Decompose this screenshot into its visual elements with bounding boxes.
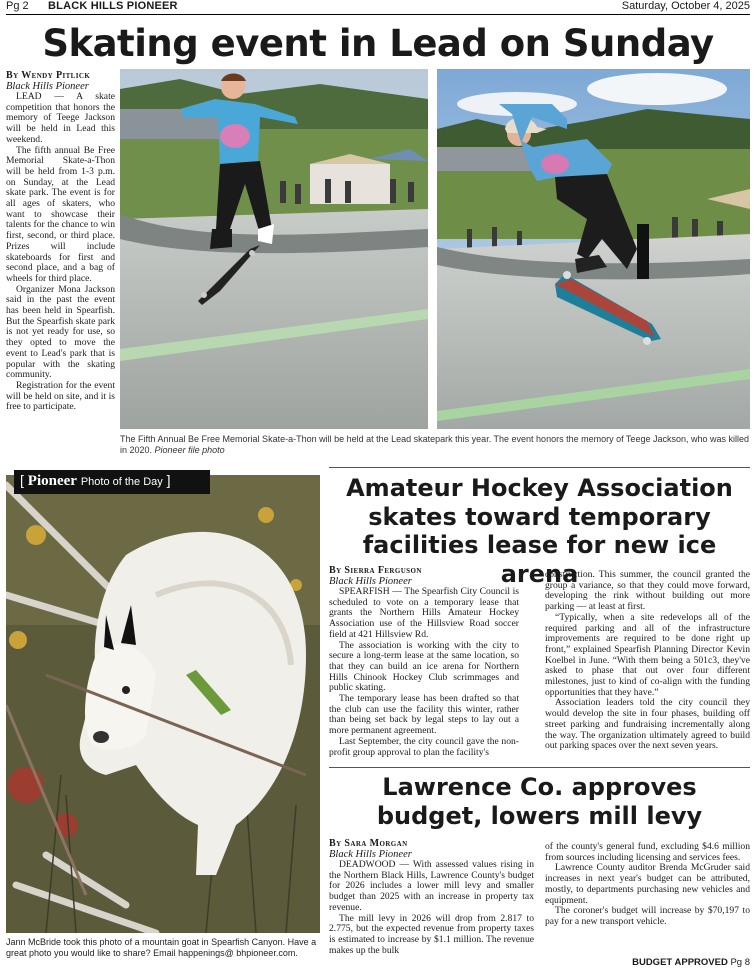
- paragraph: “Typically, when a site redevelops all of the required parking and all of the infrastructure improvements are required to be done right up front,” explained Spearfish Planning Director Kevin Koelbel in June. “With them being a 501c3, they've asked to phase that out over four different milestones, just to kind of co-align with the funding opportunities that they have.”: [545, 611, 750, 698]
- article-budget-col1: [329, 838, 534, 956]
- jump-line[interactable]: [632, 957, 750, 968]
- headline-budget: Lawrence Co. approves budget, lowers mill levy: [376, 773, 703, 830]
- byline-source: Black Hills Pioneer: [6, 81, 89, 92]
- byline-source: Black Hills Pioneer: [329, 576, 412, 587]
- article-budget-col2: [545, 842, 750, 928]
- skater-photo-right: [437, 69, 750, 429]
- byline: By Sara Morgan: [329, 838, 408, 849]
- article-body: [6, 92, 115, 413]
- section-rule: [329, 767, 750, 768]
- jump-page: Pg 8: [730, 957, 750, 968]
- paragraph: Registration for the event will be held on site, and it is free to participate.: [6, 379, 115, 413]
- publication-name: BLACK HILLS PIONEER: [48, 0, 178, 12]
- photo-caption-skating: [120, 434, 750, 456]
- mountain-goat-photo: [6, 475, 320, 933]
- paragraph: construction. This summer, the council granted the group a variance, so that they could move forward, developing the rink without building out more parking — at least at first.: [545, 569, 750, 613]
- headline-skating: Skating event in Lead on Sunday: [42, 22, 714, 65]
- byline: By Wendy Pitlick: [6, 70, 91, 81]
- article-hockey-col2: [545, 570, 750, 752]
- paragraph: SPEARFISH — The Spearfish City Council is scheduled to vote on a temporary lease that grants the Northern Hills Amateur Hockey Association use of the Hillsview Road soccer field at 421 Hillsview Rd.: [329, 586, 519, 640]
- paragraph: The temporary lease has been drafted so that the club can use the facility this winter, rather than being set back by legal steps to lay out a more permanent agreement.: [329, 693, 519, 737]
- photo-caption-goat: Jann McBride took this photo of a mountain goat in Spearfish Canyon. Have a great photo you would like to share? Email happenings@ bhpioneer.com.: [6, 937, 317, 958]
- paragraph: The mill levy in 2026 will drop from 2.817 to 2.775, but the expected revenue from property taxes is estimated to increase by $1.1 million. The revenue makes up the bulk: [329, 912, 534, 956]
- byline: By Sierra Ferguson: [329, 565, 422, 576]
- byline-source: Black Hills Pioneer: [329, 849, 412, 860]
- paragraph: Organizer Mona Jackson said in the past the event has been held in Spearfish. But the Spearfish skate park is not yet ready for use, so they opted to move the event to Lead's park that is popular with the skating community.: [6, 283, 115, 381]
- paragraph: LEAD — A skate competition that honors the memory of Teege Jackson will be held in Lead this weekend.: [6, 91, 115, 145]
- paragraph: of the county's general fund, excluding $4.6 million from sources including licensing and services fees.: [545, 841, 750, 863]
- page-header: [6, 0, 750, 14]
- paragraph: Lawrence County auditor Brenda McGruder said increases in next year's budget can be attributed, mostly, to departments purchasing new vehicles and equipment.: [545, 862, 750, 906]
- article-body: [329, 587, 519, 758]
- section-rule: [329, 467, 750, 468]
- caption-text: The Fifth Annual Be Free Memorial Skate-a-Thon will be held at the Lead skatepark this year. The event honors the memory of Teege Jackson, who was killed in 2020.: [120, 434, 749, 455]
- paragraph: The fifth annual Be Free Memorial Skate-a-Thon will be held from 1-3 p.m. on Sunday, at the Lead skate park. The event is for all ages of skaters, who want to showcase their talents for the chance to win first, second, or third place. Prizes will include skateboards for first and second place, and a bag of wheels for third place.: [6, 144, 115, 284]
- potd-label: Photo of the Day: [80, 476, 163, 488]
- paragraph: Association leaders told the city council they would develop the site in four phases, building off street parking and fundraising incrementally along the way. The organization ultimately agreed to build out parking spaces over the next seven years.: [545, 697, 750, 752]
- jump-label: BUDGET APPROVED: [632, 957, 728, 968]
- skater-photo-left: [120, 69, 428, 429]
- paragraph: The coroner's budget will increase by $70,197 to pay for a new transport vehicle.: [545, 905, 750, 927]
- paragraph: DEADWOOD — With assessed values rising in the Northern Black Hills, Lawrence County's budget for 2026 includes a lower mill levy and smaller budget than 2025 with an increase in property tax revenue.: [329, 859, 534, 913]
- caption-credit: Pioneer file photo: [154, 445, 225, 455]
- potd-brand: Pioneer: [27, 473, 77, 489]
- header-rule: [6, 14, 750, 15]
- headline-hockey: Amateur Hockey Association skates toward temporary facilities lease for new ice arena: [346, 474, 733, 588]
- paragraph: Last September, the city council gave the non-profit group approval to plan the facility's: [329, 735, 519, 758]
- issue-date: Saturday, October 4, 2025: [621, 0, 750, 12]
- photo-of-day-tag: [ Pioneer Photo of the Day ]: [14, 470, 210, 494]
- paragraph: The association is working with the city to secure a long-term lease at the same location, so that they can build an ice arena for Northern Hills Chinook Hockey Club scrimmages and public skating.: [329, 639, 519, 694]
- article-hockey-col1: [329, 565, 519, 758]
- article-body: [329, 860, 534, 956]
- page-number: Pg 2: [6, 0, 29, 12]
- article-skating-text: [6, 70, 115, 413]
